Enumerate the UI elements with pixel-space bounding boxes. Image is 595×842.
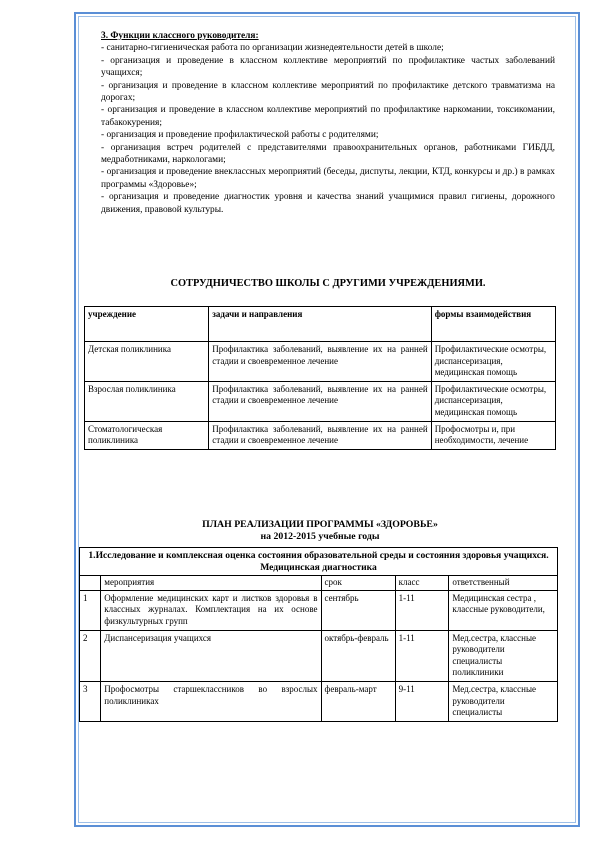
plan-years: на 2012-2015 учебные годы bbox=[260, 531, 380, 542]
function-item: - организация и проведение в классном коллективе мероприятий по профилактике наркомании, токсикомании, табакокурения; bbox=[101, 105, 555, 128]
table-cell: Диспансеризация учащихся bbox=[101, 630, 321, 681]
table-row bbox=[85, 381, 556, 421]
table-cell: 1-11 bbox=[395, 630, 449, 681]
cooperation-heading: СОТРУДНИЧЕСТВО ШКОЛЫ С ДРУГИМИ УЧРЕЖДЕНИЯМИ. bbox=[170, 278, 486, 289]
function-item: - организация и проведение профилактической работы с родителями; bbox=[101, 130, 379, 141]
function-item: - организация и проведение в классном коллективе мероприятий по профилактике детского травматизма на дорогах; bbox=[101, 80, 555, 104]
table-cell: Профилактика заболеваний, выявление их на ранней стадии и своевременное лечение bbox=[209, 342, 431, 382]
column-header: срок bbox=[321, 576, 395, 591]
function-item: - организация и проведение диагностик уровня и качества знаний учащимися правил гигиены, дорожного движения, правовой культуры. bbox=[101, 192, 555, 215]
cooperation-table bbox=[84, 306, 556, 450]
table-cell: Профосмотры и, при необходимости, лечение bbox=[431, 421, 555, 449]
table-cell: Взрослая поликлиника bbox=[85, 381, 209, 421]
row-number: 2 bbox=[80, 630, 101, 681]
column-header: ответственный bbox=[449, 576, 558, 591]
plan-heading bbox=[84, 519, 556, 543]
section-title: 1.Исследование и комплексная оценка состояния образовательной среды и состояния здоровья учащихся. Медицинская диагностика bbox=[80, 548, 558, 576]
table-cell: Профосмотры старшеклассников во взрослых поликлиниках bbox=[101, 681, 321, 721]
table-header-row bbox=[85, 307, 556, 342]
column-header: задачи и направления bbox=[209, 307, 431, 342]
table-cell: Медицинская сестра , классные руководители, bbox=[449, 590, 558, 630]
table-cell: 1-11 bbox=[395, 590, 449, 630]
table-cell: Профилактические осмотры, диспансеризация, медицинская помощь bbox=[431, 342, 555, 382]
function-item: - организация и проведение внеклассных мероприятий (беседы, диспуты, лекции, КТД, конкурсы и др.) в рамках программы «Здоровье»; bbox=[101, 167, 555, 190]
section-row bbox=[80, 548, 558, 576]
table-row bbox=[85, 421, 556, 449]
table-row bbox=[80, 590, 558, 630]
function-item: - санитарно-гигиеническая работа по организации жизнедеятельности детей в школе; bbox=[101, 43, 444, 54]
plan-table bbox=[79, 547, 558, 722]
column-header: мероприятия bbox=[101, 576, 321, 591]
column-header: класс bbox=[395, 576, 449, 591]
table-row bbox=[80, 630, 558, 681]
table-cell: Профилактические осмотры, диспансеризация, медицинская помощь bbox=[431, 381, 555, 421]
table-cell: февраль-март bbox=[321, 681, 395, 721]
plan-title: ПЛАН РЕАЛИЗАЦИИ ПРОГРАММЫ «ЗДОРОВЬЕ» bbox=[202, 519, 438, 530]
column-header: формы взаимодействия bbox=[431, 307, 555, 342]
table-cell: сентябрь bbox=[321, 590, 395, 630]
functions-block bbox=[101, 30, 555, 216]
table-cell: Мед.сестра, классные руководители специалисты поликлиники bbox=[449, 630, 558, 681]
table-row bbox=[85, 342, 556, 382]
table-cell: 9-11 bbox=[395, 681, 449, 721]
table-cell: Профилактика заболеваний, выявление их на ранней стадии и своевременное лечение bbox=[209, 381, 431, 421]
table-cell: Оформление медицинских карт и листков здоровья в классных журналах. Комплектация на их основе физкультурных групп bbox=[101, 590, 321, 630]
table-cell: Стоматологическая поликлиника bbox=[85, 421, 209, 449]
functions-title: 3. Функции классного руководителя: bbox=[101, 31, 259, 41]
column-header-number bbox=[80, 576, 101, 591]
row-number: 3 bbox=[80, 681, 101, 721]
table-cell: Мед.сестра, классные руководители специалисты bbox=[449, 681, 558, 721]
table-cell: октябрь-февраль bbox=[321, 630, 395, 681]
table-cell: Детская поликлиника bbox=[85, 342, 209, 382]
table-header-row bbox=[80, 576, 558, 591]
row-number: 1 bbox=[80, 590, 101, 630]
function-item: - организация и проведение в классном коллективе мероприятий по профилактике частых заболеваний учащихся; bbox=[101, 55, 555, 79]
function-item: - организация встреч родителей с представителями правоохранительных органов, работниками ГИБДД, медработниками, наркологами; bbox=[101, 142, 555, 166]
table-row bbox=[80, 681, 558, 721]
column-header: учреждение bbox=[85, 307, 209, 342]
table-cell: Профилактика заболеваний, выявление их на ранней стадии и своевременное лечение bbox=[209, 421, 431, 449]
